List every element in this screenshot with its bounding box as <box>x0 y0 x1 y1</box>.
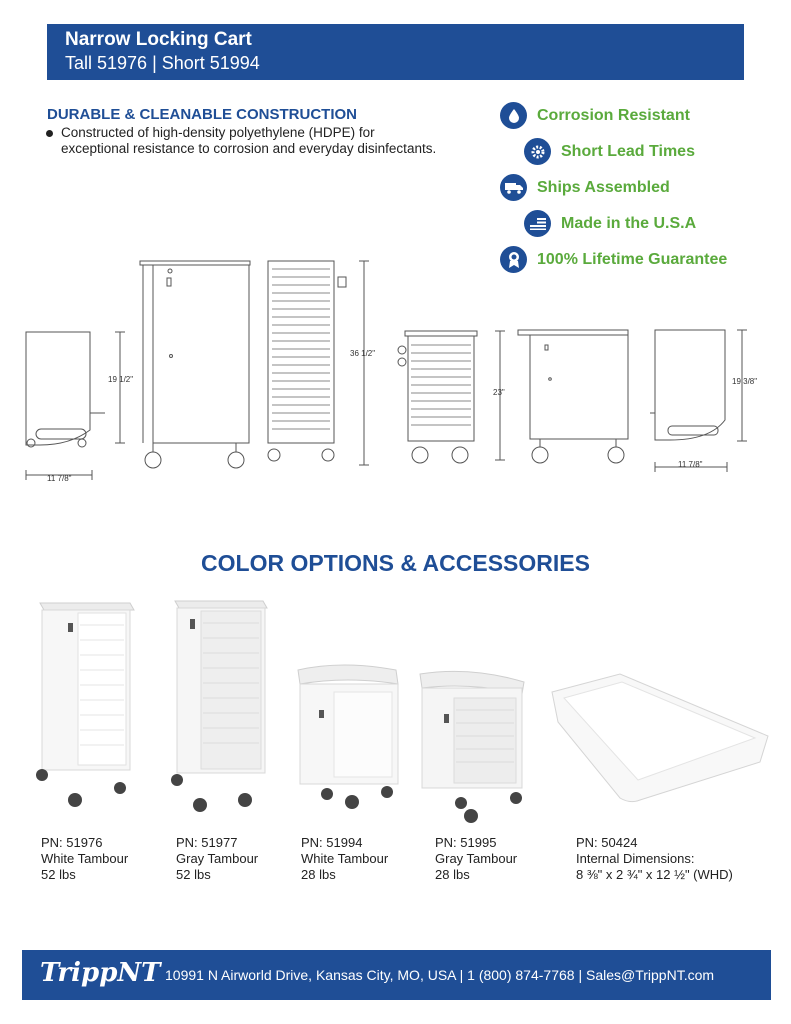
footer-banner <box>22 950 771 1000</box>
product-weight: 28 lbs <box>301 867 336 882</box>
short-width-label: 11 7/8" <box>678 460 703 469</box>
tall-width-label: 11 7/8" <box>47 474 72 483</box>
product-caption-51977 <box>176 835 258 883</box>
tall-cart-front-drawing <box>140 261 250 468</box>
page-subtitle: Tall 51976 | Short 51994 <box>65 53 260 73</box>
feature-label: 100% Lifetime Guarantee <box>537 250 728 268</box>
product-pn: PN: 51994 <box>301 835 363 850</box>
tall-cart-side-drawing <box>26 332 125 480</box>
product-caption-50424 <box>576 835 733 883</box>
short-depth-label: 19 3/8" <box>732 377 758 386</box>
feature-label: Short Lead Times <box>561 142 695 160</box>
flag-icon <box>524 210 551 237</box>
tall-depth-label: 19 1/2" <box>108 375 134 384</box>
feature-made-in-usa <box>524 210 696 237</box>
short-cart-tambour-drawing <box>398 331 505 463</box>
short-cart-front-drawing <box>518 330 628 463</box>
feature-label: Corrosion Resistant <box>537 106 690 124</box>
truck-icon <box>500 174 527 201</box>
construction-bullet: Constructed of high-density polyethylene (HDPE) for exceptional resistance to corrosion and everyday disinfectants. <box>61 125 437 156</box>
product-caption-51995 <box>435 835 517 883</box>
trippnt-logo: TrippNT <box>40 958 161 988</box>
product-dimensions: 8 ⅜" x 2 ¾" x 12 ½" (WHD) <box>576 867 733 882</box>
feature-corrosion <box>500 102 690 129</box>
product-pn: PN: 51977 <box>176 835 238 850</box>
header-banner <box>47 24 744 80</box>
feature-label: Ships Assembled <box>537 178 670 196</box>
product-weight: 52 lbs <box>176 867 211 882</box>
short-cart-side-drawing <box>650 330 747 472</box>
tall-cart-tambour-drawing <box>268 261 369 465</box>
short-height-label: 23" <box>493 388 505 397</box>
product-caption-51976 <box>41 835 128 883</box>
feature-lead-times <box>524 138 695 165</box>
feature-label: Made in the U.S.A <box>561 214 697 232</box>
product-pn: PN: 51995 <box>435 835 497 850</box>
droplet-icon <box>500 102 527 129</box>
product-name: White Tambour <box>41 851 129 866</box>
product-image-51995 <box>416 668 531 823</box>
product-weight: 28 lbs <box>435 867 470 882</box>
dimension-drawing <box>0 255 791 490</box>
product-name: Internal Dimensions: <box>576 851 695 866</box>
product-name: Gray Tambour <box>435 851 518 866</box>
product-weight: 52 lbs <box>41 867 76 882</box>
footer-contact: 10991 N Airworld Drive, Kansas City, MO, USA | 1 (800) 874-7768 | Sales@TrippNT.com <box>165 967 715 983</box>
product-pn: PN: 51976 <box>41 835 103 850</box>
product-pn: PN: 50424 <box>576 835 638 850</box>
construction-heading: DURABLE & CLEANABLE CONSTRUCTION <box>47 106 357 123</box>
color-options-heading: COLOR OPTIONS & ACCESSORIES <box>201 550 590 576</box>
tall-height-label: 36 1/2" <box>350 349 376 358</box>
gear-icon <box>524 138 551 165</box>
product-image-51994 <box>292 662 407 817</box>
feature-ships-assembled <box>500 174 670 201</box>
page-title: Narrow Locking Cart <box>65 29 252 50</box>
product-image-51976 <box>30 595 140 815</box>
product-name: White Tambour <box>301 851 389 866</box>
product-image-51977 <box>165 595 275 815</box>
product-image-50424 <box>550 670 772 820</box>
product-name: Gray Tambour <box>176 851 259 866</box>
bullet-icon <box>46 130 53 137</box>
product-caption-51994 <box>301 835 388 883</box>
